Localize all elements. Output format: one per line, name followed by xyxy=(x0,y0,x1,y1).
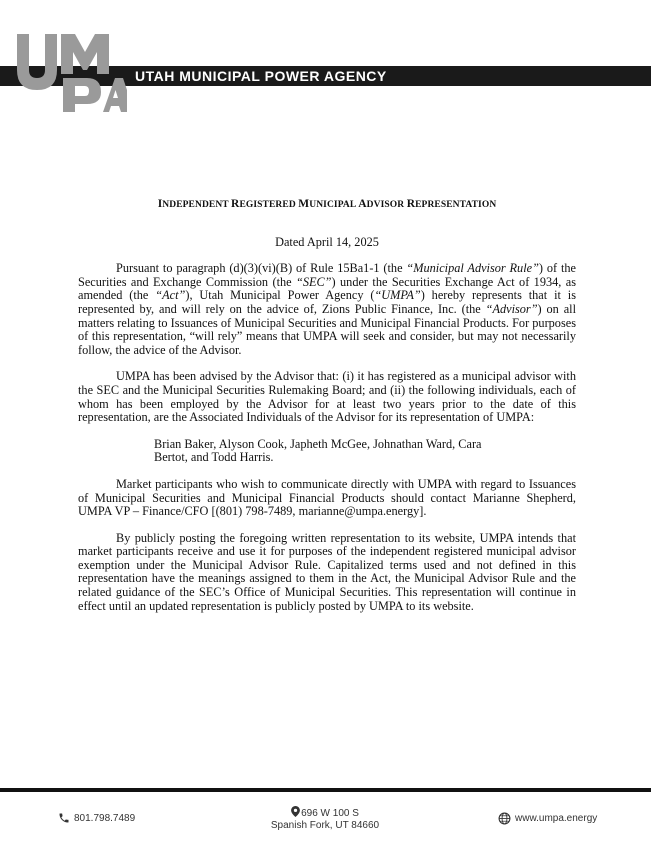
footer-address xyxy=(260,806,390,832)
paragraph-representation: Pursuant to paragraph (d)(3)(vi)(B) of Rule 15Ba1-1 (the “Municipal Advisor Rule”) of the Securities and Exchange Commission (the “SEC”) under the Securities Exchange Act of 1934, as amended (the “Act”), Utah Municipal Power Agency (“UMPA”) hereby represents that it is represented by, and will rely on the advice of, Zions Public Finance, Inc. (the “Advisor”) on all matters relating to Issuances of Municipal Securities and Municipal Financial Products. For purposes of this representation, “will rely” means that UMPA will seek and consider, but may not necessarily follow, the advice of the Advisor. xyxy=(78,261,577,357)
footer-website[interactable] xyxy=(498,812,597,825)
defined-term: “SEC” xyxy=(295,274,332,289)
footer-phone-text: 801.798.7489 xyxy=(74,812,136,824)
defined-term: “Municipal Advisor Rule” xyxy=(406,261,539,276)
logo-letter-m xyxy=(61,34,109,74)
footer-rule xyxy=(0,788,651,792)
paragraph-posting: By publicly posting the foregoing written representation to its website, UMPA intends that market participants receive and use it for purposes of the independent registered municipal advisor exemption under the Municipal Advisor Rule. Capitalized terms used and not defined in this representation have the meanings assigned to them in the Act, the Municipal Advisor Rule and the related guidance of the SEC’s Office of Municipal Securities. This representation will continue in effect until an updated representation is publicly posted by UMPA to its website. xyxy=(78,530,576,613)
footer-website-text: www.umpa.energy xyxy=(515,813,598,824)
org-name: UTAH MUNICIPAL POWER AGENCY xyxy=(135,68,387,84)
paragraph-contact: Market participants who wish to communicate directly with UMPA with regard to Issuances of Municipal Securities and Municipal Financial Products should contact Marianne Shepherd, UMPA VP – Finance/CFO [(801) 798-7489, marianne@umpa.energy]. xyxy=(78,476,576,519)
location-pin-icon xyxy=(291,806,300,817)
logo-letter-u xyxy=(17,34,57,90)
defined-term: “Act” xyxy=(155,288,186,303)
defined-term: “Advisor” xyxy=(485,301,538,316)
footer xyxy=(0,806,651,836)
associated-individuals-list: Brian Baker, Alyson Cook, Japheth McGee, Johnathan Ward, Cara Bertot, and Todd Harris. xyxy=(154,436,482,465)
footer-address-line1: 696 W 100 S xyxy=(301,808,359,819)
globe-icon xyxy=(498,812,511,825)
umpa-logo xyxy=(15,30,127,114)
document-body xyxy=(78,198,576,613)
document-date: Dated April 14, 2025 xyxy=(275,234,379,249)
defined-term: “UMPA” xyxy=(374,288,421,303)
paragraph-advisor-registration: UMPA has been advised by the Advisor that: (i) it has registered as a municipal advisor with the SEC and the Municipal Securities Rulemaking Board; and (ii) the following individuals, each of whom has been employed by the Advisor for at least two years prior to the date of this representation, are the Associated Individuals of the Advisor for its representation of UMPA: xyxy=(78,369,576,425)
footer-address-line2: Spanish Fork, UT 84660 xyxy=(270,820,380,831)
document-title: INDEPENDENT REGISTERED MUNICIPAL ADVISOR REPRESENTATION xyxy=(157,198,497,210)
footer-phone[interactable] xyxy=(58,812,135,824)
logo-letter-a xyxy=(103,78,127,112)
logo-letter-p xyxy=(63,78,101,112)
phone-icon xyxy=(58,812,70,824)
